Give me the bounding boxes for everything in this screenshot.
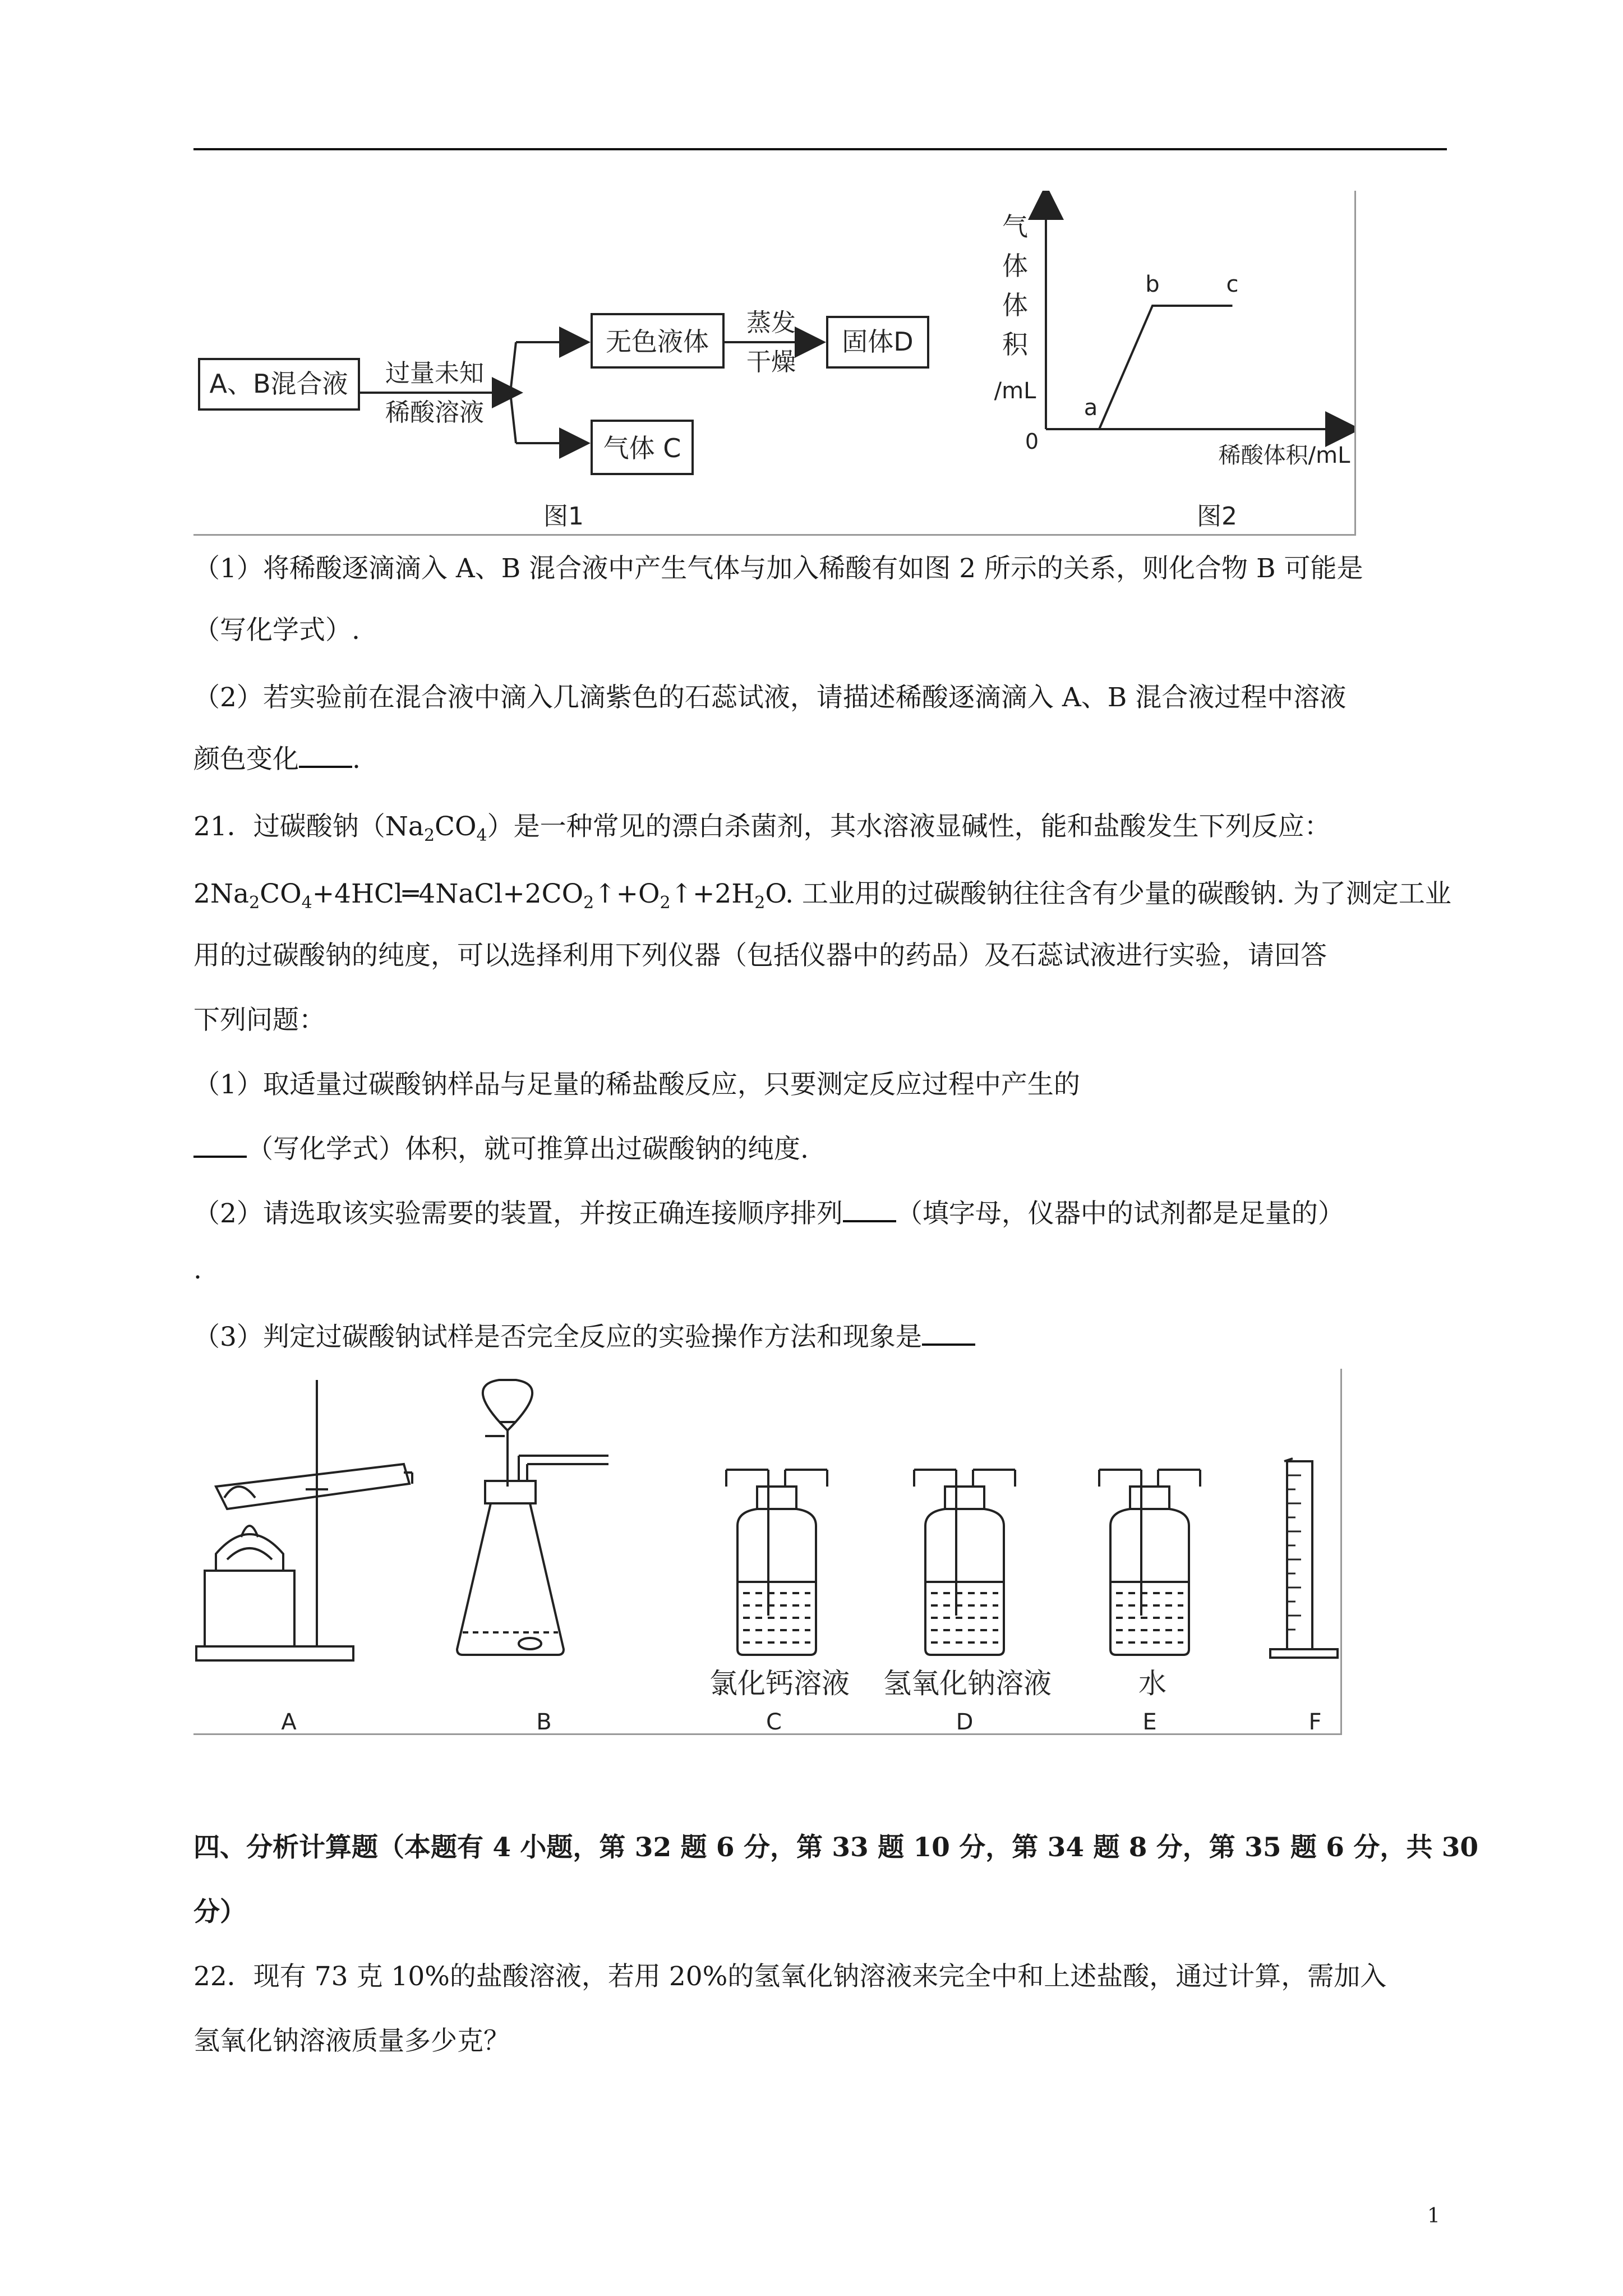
- page-number: 1: [1427, 2205, 1440, 2228]
- apparatus-f: [1270, 1458, 1338, 1658]
- gas-volume-curve: [1099, 306, 1233, 429]
- figure-1-caption: 图1: [543, 502, 584, 531]
- section-4-heading-line2: 分）: [193, 1897, 246, 1927]
- apparatus-label-b: B: [536, 1709, 552, 1735]
- y-axis-label-char: 体: [1002, 251, 1028, 281]
- mixture-label: A、B混合液: [209, 369, 348, 399]
- q21-part2-line1: （2）请选取该实验需要的装置，并按正确连接顺序排列 （填字母，仪器中的试剂都是足量的）: [193, 1195, 1450, 1233]
- q22-line1: 22．现有 73 克 10%的盐酸溶液，若用 20%的氢氧化钠溶液来完全中和上述盐酸，通过计算，需加入: [193, 1961, 1387, 1992]
- q21-part1-line1: （1）取适量过碳酸钠样品与足量的稀盐酸反应，只要测定反应过程中产生的: [193, 1069, 1080, 1100]
- q21-line3: 用的过碳酸钠的纯度，可以选择利用下列仪器（包括仪器中的药品）及石蕊试液进行实验，请回答: [193, 940, 1327, 971]
- apparatus-label-e: E: [1142, 1709, 1157, 1735]
- point-label-c: c: [1226, 272, 1239, 297]
- answer-blank[interactable]: [922, 1319, 975, 1346]
- q20-part2-line2: 颜色变化 .: [193, 740, 1450, 779]
- point-label-a: a: [1083, 395, 1098, 421]
- q21-part2-line2: .: [193, 1254, 202, 1285]
- apparatus-figure: [193, 1369, 1343, 1736]
- point-label-b: b: [1145, 272, 1160, 297]
- solution-c-label: 氯化钙溶液: [709, 1667, 850, 1700]
- x-axis-label: 稀酸体积/mL: [1218, 443, 1350, 468]
- header-rule: [193, 148, 1447, 150]
- solid-label: 固体D: [842, 326, 914, 357]
- answer-blank[interactable]: [843, 1195, 896, 1222]
- wash-bottle-e: [1099, 1470, 1200, 1655]
- q21-part1-line2: （写化学式）体积，就可推算出过碳酸钠的纯度.: [193, 1130, 1450, 1168]
- y-axis-label-char: 体: [1002, 290, 1028, 320]
- q20-part2-line1: （2）若实验前在混合液中滴入几滴紫色的石蕊试液，请描述稀酸逐滴滴入 A、B 混合液过程中溶液: [193, 682, 1347, 713]
- q21-line4: 下列问题：: [193, 1005, 325, 1036]
- q21-line1: 21．过碳酸钠$(Na_2CO_4)$是一种常见的漂白杀菌剂，其水溶液显碱性，能和盐酸发生下列反应：: [193, 811, 1331, 845]
- wash-bottle-d: [914, 1470, 1015, 1655]
- q22-line2: 氢氧化钠溶液质量多少克？: [193, 2026, 510, 2056]
- gas-label: 气体 C: [603, 433, 681, 463]
- figure-1-flowchart: [193, 191, 979, 539]
- solution-e-label: 水: [1138, 1667, 1166, 1700]
- step-top-label: 蒸发: [746, 309, 796, 337]
- q20-part1-line1: （1）将稀酸逐滴滴入 A、B 混合液中产生气体与加入稀酸有如图 2 所示的关系，则化合物 B 可能是: [193, 553, 1363, 584]
- wash-bottle-c: [726, 1470, 827, 1655]
- figure-2-graph: [979, 191, 1354, 539]
- section-4-heading-line1: 四、分析计算题（本题有 4 小题，第 32 题 6 分，第 33 题 10 分，第 34 题 8 分，第 35 题 6 分，共 30: [193, 1832, 1479, 1863]
- reagent-top-label: 过量未知: [385, 359, 484, 388]
- q20-part1-line2: （写化学式）.: [193, 615, 360, 646]
- q21-part3: （3）判定过碳酸钠试样是否完全反应的实验操作方法和现象是: [193, 1318, 1450, 1356]
- y-axis-unit: /mL: [994, 378, 1036, 404]
- figure-2-caption: 图2: [1197, 502, 1237, 531]
- apparatus-label-d: D: [956, 1709, 974, 1735]
- apparatus-label-a: A: [281, 1709, 297, 1735]
- step-bottom-label: 干燥: [746, 348, 796, 376]
- reagent-bottom-label: 稀酸溶液: [385, 398, 484, 427]
- apparatus-label-c: C: [766, 1709, 782, 1735]
- answer-blank[interactable]: [299, 741, 352, 768]
- origin-label: 0: [1025, 429, 1039, 454]
- liquid-label: 无色液体: [606, 326, 709, 357]
- apparatus-b: [457, 1380, 608, 1655]
- y-axis-label-char: 气: [1002, 211, 1028, 242]
- q21-line2: $2Na_2CO_4+4HCl═4NaCl+2CO_2↑+O_2↑+2H_2O$. 工业用的过碳酸钠往往含有少量的碳酸钠. 为了测定工业: [193, 878, 1451, 913]
- y-axis-label-char: 积: [1002, 329, 1028, 360]
- apparatus-label-f: F: [1308, 1709, 1322, 1735]
- apparatus-a: [196, 1380, 412, 1660]
- answer-blank[interactable]: [193, 1131, 247, 1158]
- solution-d-label: 氢氧化钠溶液: [883, 1667, 1052, 1700]
